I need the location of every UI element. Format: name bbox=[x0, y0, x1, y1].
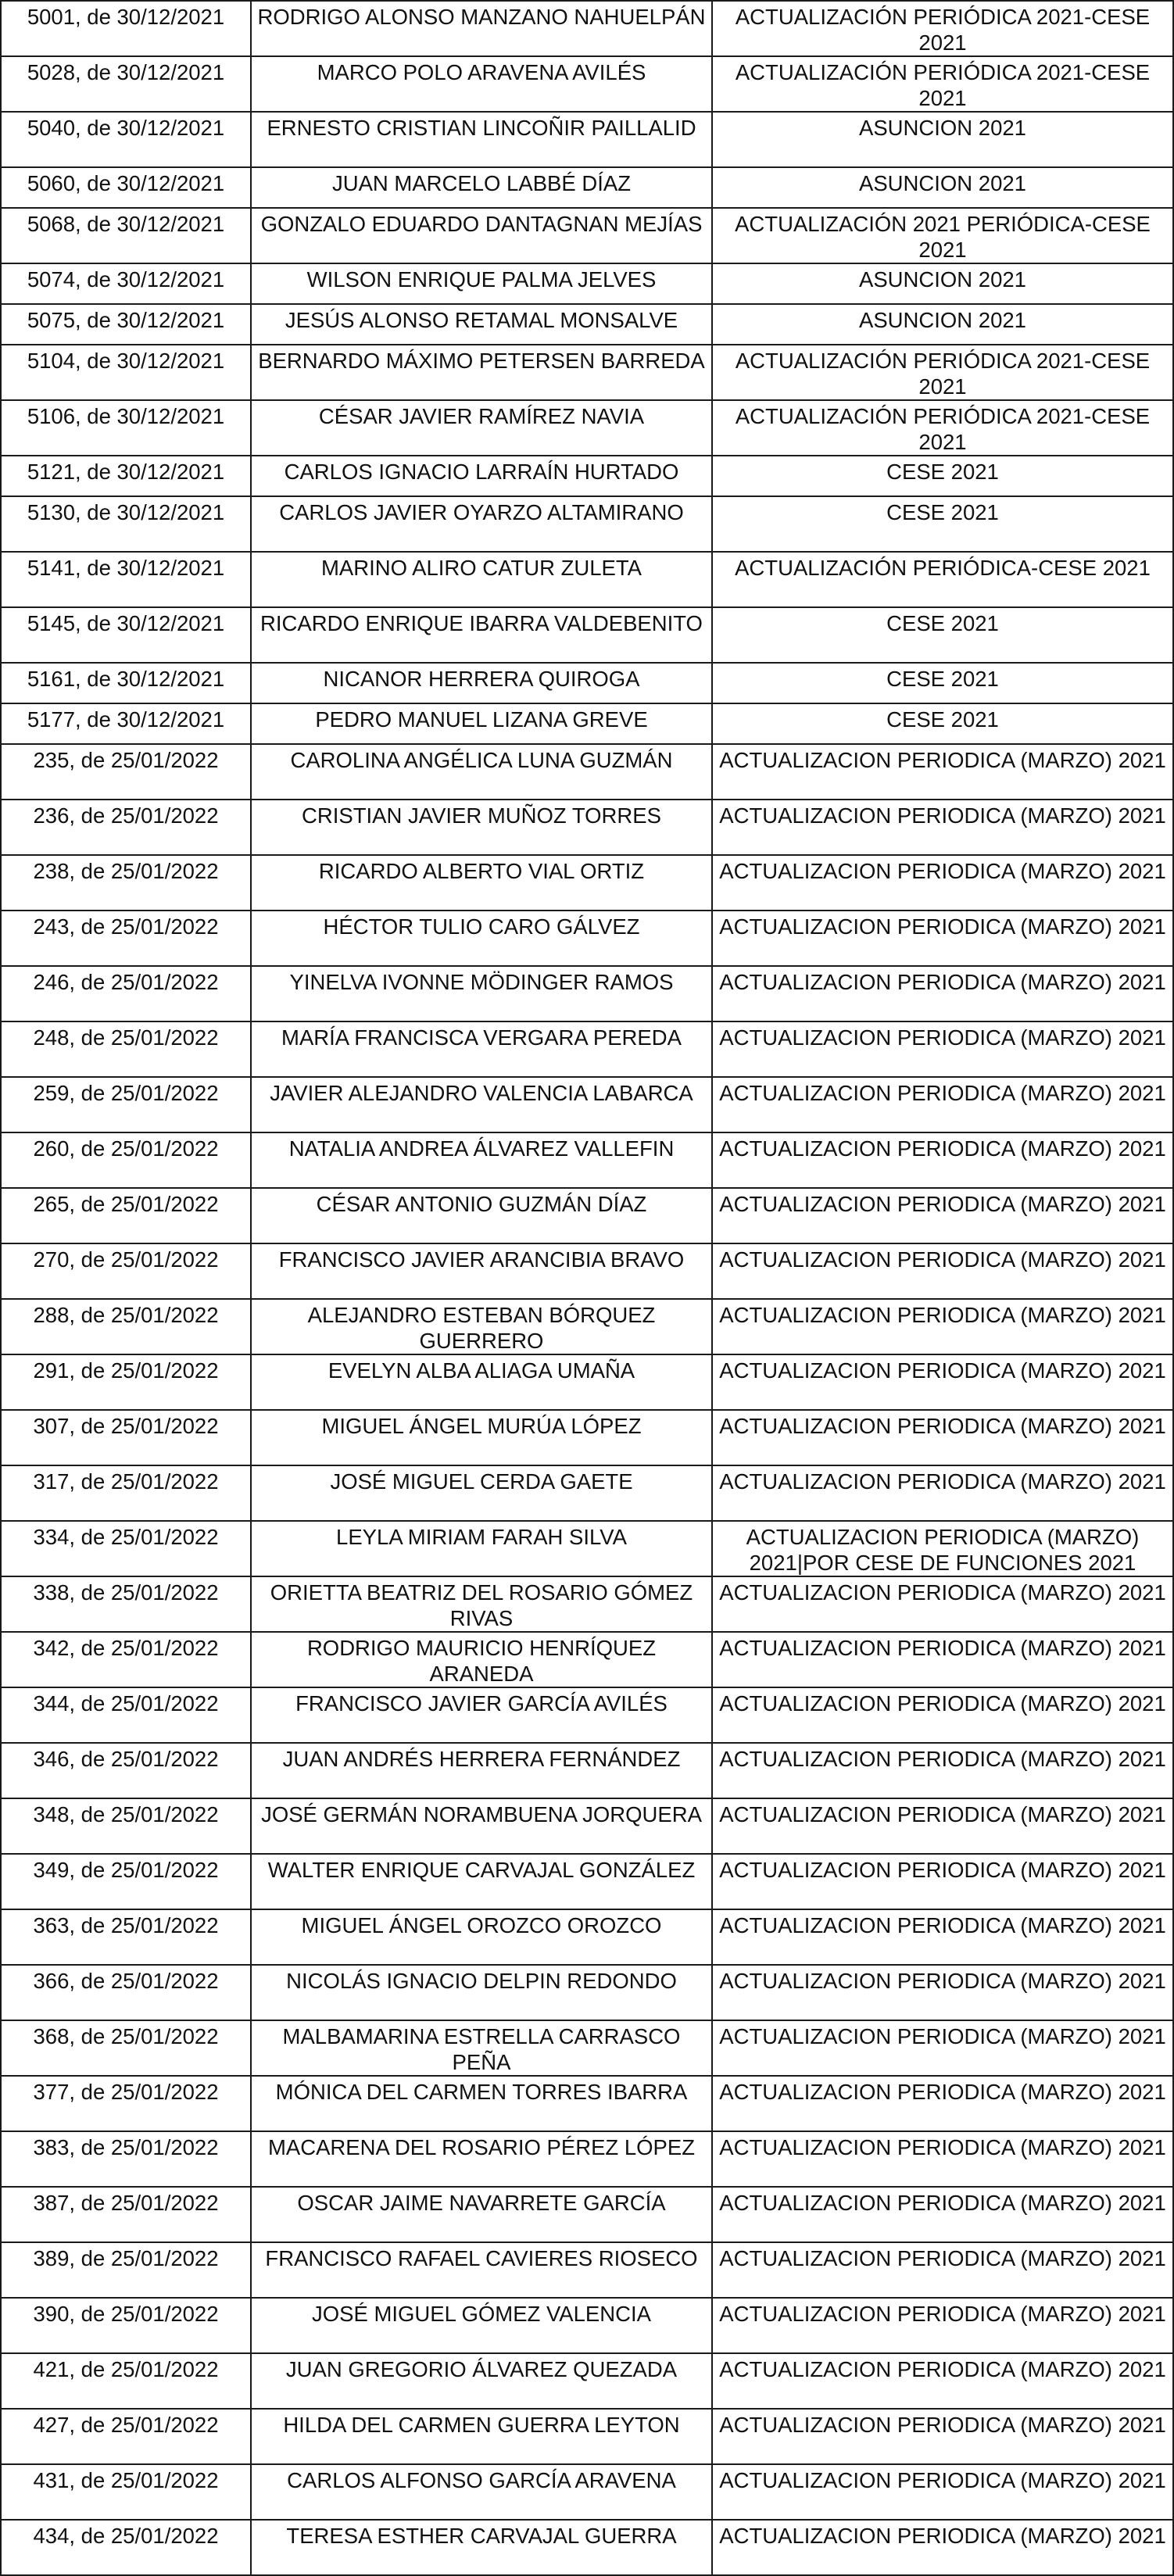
table-row bbox=[1, 1243, 1173, 1299]
declaration-type-cell: ACTUALIZACION PERIODICA (MARZO) 2021 bbox=[712, 1465, 1173, 1521]
name-cell: BERNARDO MÁXIMO PETERSEN BARREDA bbox=[251, 345, 712, 400]
name-cell: MARCO POLO ARAVENA AVILÉS bbox=[251, 56, 712, 112]
resolution-cell: 346, de 25/01/2022 bbox=[1, 1743, 251, 1798]
name-cell: JOSÉ MIGUEL CERDA GAETE bbox=[251, 1465, 712, 1521]
name-cell: RICARDO ALBERTO VIAL ORTIZ bbox=[251, 855, 712, 911]
table-row bbox=[1, 1909, 1173, 1965]
table-row bbox=[1, 400, 1173, 456]
declaration-type-cell: ACTUALIZACION PERIODICA (MARZO) 2021 bbox=[712, 2464, 1173, 2520]
resolution-cell: 5161, de 30/12/2021 bbox=[1, 663, 251, 703]
name-cell: MALBAMARINA ESTRELLA CARRASCO PEÑA bbox=[251, 2020, 712, 2076]
resolution-cell: 317, de 25/01/2022 bbox=[1, 1465, 251, 1521]
declaration-type-cell: ACTUALIZACION PERIODICA (MARZO) 2021 bbox=[712, 1743, 1173, 1798]
table-row bbox=[1, 1465, 1173, 1521]
declaration-type-cell: ACTUALIZACION PERIODICA (MARZO) 2021 bbox=[712, 2298, 1173, 2353]
table-row bbox=[1, 1687, 1173, 1743]
declaration-type-cell: CESE 2021 bbox=[712, 456, 1173, 496]
resolution-cell: 338, de 25/01/2022 bbox=[1, 1576, 251, 1632]
table-row bbox=[1, 2187, 1173, 2242]
name-cell: JAVIER ALEJANDRO VALENCIA LABARCA bbox=[251, 1077, 712, 1132]
declaration-type-cell: ACTUALIZACION PERIODICA (MARZO) 2021 bbox=[712, 2353, 1173, 2409]
resolution-cell: 434, de 25/01/2022 bbox=[1, 2520, 251, 2575]
declaration-type-cell: ACTUALIZACION PERIODICA (MARZO) 2021 bbox=[712, 911, 1173, 966]
table-row bbox=[1, 1798, 1173, 1854]
resolution-cell: 5177, de 30/12/2021 bbox=[1, 703, 251, 744]
resolution-cell: 5130, de 30/12/2021 bbox=[1, 496, 251, 552]
declaration-type-cell: ACTUALIZACION PERIODICA (MARZO) 2021 bbox=[712, 2409, 1173, 2464]
table-row bbox=[1, 800, 1173, 855]
table-row bbox=[1, 2464, 1173, 2520]
resolution-cell: 421, de 25/01/2022 bbox=[1, 2353, 251, 2409]
table-row bbox=[1, 112, 1173, 167]
name-cell: ERNESTO CRISTIAN LINCOÑIR PAILLALID bbox=[251, 112, 712, 167]
table-row bbox=[1, 1299, 1173, 1354]
name-cell: FRANCISCO RAFAEL CAVIERES RIOSECO bbox=[251, 2242, 712, 2298]
name-cell: JOSÉ MIGUEL GÓMEZ VALENCIA bbox=[251, 2298, 712, 2353]
table-row bbox=[1, 2020, 1173, 2076]
name-cell: TERESA ESTHER CARVAJAL GUERRA bbox=[251, 2520, 712, 2575]
resolution-cell: 344, de 25/01/2022 bbox=[1, 1687, 251, 1743]
declaration-type-cell: ACTUALIZACION PERIODICA (MARZO) 2021 bbox=[712, 1854, 1173, 1909]
resolution-cell: 5145, de 30/12/2021 bbox=[1, 607, 251, 663]
name-cell: WALTER ENRIQUE CARVAJAL GONZÁLEZ bbox=[251, 1854, 712, 1909]
declaration-type-cell: ACTUALIZACION PERIODICA (MARZO) 2021 bbox=[712, 1299, 1173, 1354]
declaration-type-cell: ACTUALIZACION PERIODICA (MARZO) 2021|POR CESE DE FUNCIONES 2021 bbox=[712, 1521, 1173, 1576]
resolution-cell: 5075, de 30/12/2021 bbox=[1, 304, 251, 345]
name-cell: JUAN GREGORIO ÁLVAREZ QUEZADA bbox=[251, 2353, 712, 2409]
name-cell: NATALIA ANDREA ÁLVAREZ VALLEFIN bbox=[251, 1132, 712, 1188]
table-row bbox=[1, 663, 1173, 703]
declaration-type-cell: ACTUALIZACIÓN PERIÓDICA 2021-CESE 2021 bbox=[712, 1, 1173, 56]
name-cell: YINELVA IVONNE MÖDINGER RAMOS bbox=[251, 966, 712, 1021]
declaration-type-cell: ACTUALIZACION PERIODICA (MARZO) 2021 bbox=[712, 744, 1173, 800]
resolution-cell: 5060, de 30/12/2021 bbox=[1, 167, 251, 208]
resolution-cell: 259, de 25/01/2022 bbox=[1, 1077, 251, 1132]
resolution-cell: 383, de 25/01/2022 bbox=[1, 2131, 251, 2187]
resolution-cell: 389, de 25/01/2022 bbox=[1, 2242, 251, 2298]
resolution-cell: 5121, de 30/12/2021 bbox=[1, 456, 251, 496]
name-cell: CRISTIAN JAVIER MUÑOZ TORRES bbox=[251, 800, 712, 855]
resolution-cell: 377, de 25/01/2022 bbox=[1, 2076, 251, 2131]
declaration-type-cell: ACTUALIZACION PERIODICA (MARZO) 2021 bbox=[712, 966, 1173, 1021]
declaration-type-cell: ACTUALIZACION PERIODICA (MARZO) 2021 bbox=[712, 1909, 1173, 1965]
table-row bbox=[1, 2520, 1173, 2575]
name-cell: LEYLA MIRIAM FARAH SILVA bbox=[251, 1521, 712, 1576]
name-cell: RODRIGO ALONSO MANZANO NAHUELPÁN bbox=[251, 1, 712, 56]
table-row bbox=[1, 1743, 1173, 1798]
name-cell: MARINO ALIRO CATUR ZULETA bbox=[251, 552, 712, 607]
declaration-type-cell: ASUNCION 2021 bbox=[712, 263, 1173, 304]
declaration-type-cell: ACTUALIZACION PERIODICA (MARZO) 2021 bbox=[712, 2520, 1173, 2575]
name-cell: OSCAR JAIME NAVARRETE GARCÍA bbox=[251, 2187, 712, 2242]
table-row bbox=[1, 1965, 1173, 2020]
resolution-cell: 288, de 25/01/2022 bbox=[1, 1299, 251, 1354]
table-row bbox=[1, 2076, 1173, 2131]
resolution-cell: 334, de 25/01/2022 bbox=[1, 1521, 251, 1576]
declaration-type-cell: ACTUALIZACIÓN PERIÓDICA-CESE 2021 bbox=[712, 552, 1173, 607]
declaration-type-cell: ACTUALIZACION PERIODICA (MARZO) 2021 bbox=[712, 1354, 1173, 1410]
name-cell: HILDA DEL CARMEN GUERRA LEYTON bbox=[251, 2409, 712, 2464]
name-cell: MÓNICA DEL CARMEN TORRES IBARRA bbox=[251, 2076, 712, 2131]
declaration-type-cell: ACTUALIZACION PERIODICA (MARZO) 2021 bbox=[712, 1410, 1173, 1465]
resolution-cell: 243, de 25/01/2022 bbox=[1, 911, 251, 966]
resolution-cell: 248, de 25/01/2022 bbox=[1, 1021, 251, 1077]
resolution-cell: 5074, de 30/12/2021 bbox=[1, 263, 251, 304]
table-row bbox=[1, 1021, 1173, 1077]
name-cell: JESÚS ALONSO RETAMAL MONSALVE bbox=[251, 304, 712, 345]
resolution-cell: 265, de 25/01/2022 bbox=[1, 1188, 251, 1243]
declaration-type-cell: ACTUALIZACION PERIODICA (MARZO) 2021 bbox=[712, 2131, 1173, 2187]
name-cell: ORIETTA BEATRIZ DEL ROSARIO GÓMEZ RIVAS bbox=[251, 1576, 712, 1632]
resolution-cell: 270, de 25/01/2022 bbox=[1, 1243, 251, 1299]
table-row bbox=[1, 56, 1173, 112]
declaration-type-cell: ACTUALIZACION PERIODICA (MARZO) 2021 bbox=[712, 1077, 1173, 1132]
name-cell: NICOLÁS IGNACIO DELPIN REDONDO bbox=[251, 1965, 712, 2020]
declaration-type-cell: CESE 2021 bbox=[712, 663, 1173, 703]
declaration-type-cell: ACTUALIZACIÓN PERIÓDICA 2021-CESE 2021 bbox=[712, 400, 1173, 456]
table-row bbox=[1, 744, 1173, 800]
resolution-cell: 5028, de 30/12/2021 bbox=[1, 56, 251, 112]
name-cell: JUAN ANDRÉS HERRERA FERNÁNDEZ bbox=[251, 1743, 712, 1798]
table-row bbox=[1, 1576, 1173, 1632]
declaration-type-cell: ACTUALIZACION PERIODICA (MARZO) 2021 bbox=[712, 1576, 1173, 1632]
table-row bbox=[1, 2353, 1173, 2409]
declaration-type-cell: ASUNCION 2021 bbox=[712, 112, 1173, 167]
resolution-cell: 5104, de 30/12/2021 bbox=[1, 345, 251, 400]
table-row bbox=[1, 703, 1173, 744]
resolution-cell: 387, de 25/01/2022 bbox=[1, 2187, 251, 2242]
name-cell: RICARDO ENRIQUE IBARRA VALDEBENITO bbox=[251, 607, 712, 663]
name-cell: EVELYN ALBA ALIAGA UMAÑA bbox=[251, 1354, 712, 1410]
resolution-cell: 307, de 25/01/2022 bbox=[1, 1410, 251, 1465]
resolution-cell: 5106, de 30/12/2021 bbox=[1, 400, 251, 456]
declaration-type-cell: ACTUALIZACION PERIODICA (MARZO) 2021 bbox=[712, 1132, 1173, 1188]
resolution-cell: 390, de 25/01/2022 bbox=[1, 2298, 251, 2353]
resolution-cell: 5001, de 30/12/2021 bbox=[1, 1, 251, 56]
table-row bbox=[1, 2409, 1173, 2464]
name-cell: NICANOR HERRERA QUIROGA bbox=[251, 663, 712, 703]
table-row bbox=[1, 911, 1173, 966]
resolution-cell: 235, de 25/01/2022 bbox=[1, 744, 251, 800]
name-cell: MACARENA DEL ROSARIO PÉREZ LÓPEZ bbox=[251, 2131, 712, 2187]
resolution-cell: 238, de 25/01/2022 bbox=[1, 855, 251, 911]
table-row bbox=[1, 1354, 1173, 1410]
name-cell: JUAN MARCELO LABBÉ DÍAZ bbox=[251, 167, 712, 208]
declaration-type-cell: ACTUALIZACION PERIODICA (MARZO) 2021 bbox=[712, 1243, 1173, 1299]
declaration-type-cell: ACTUALIZACION PERIODICA (MARZO) 2021 bbox=[712, 1188, 1173, 1243]
declaration-type-cell: ACTUALIZACION PERIODICA (MARZO) 2021 bbox=[712, 1965, 1173, 2020]
resolution-cell: 342, de 25/01/2022 bbox=[1, 1632, 251, 1687]
table-row bbox=[1, 2242, 1173, 2298]
name-cell: FRANCISCO JAVIER GARCÍA AVILÉS bbox=[251, 1687, 712, 1743]
declaration-type-cell: ACTUALIZACION PERIODICA (MARZO) 2021 bbox=[712, 855, 1173, 911]
name-cell: MIGUEL ÁNGEL OROZCO OROZCO bbox=[251, 1909, 712, 1965]
resolution-cell: 363, de 25/01/2022 bbox=[1, 1909, 251, 1965]
name-cell: CARLOS JAVIER OYARZO ALTAMIRANO bbox=[251, 496, 712, 552]
name-cell: JOSÉ GERMÁN NORAMBUENA JORQUERA bbox=[251, 1798, 712, 1854]
declaration-type-cell: ACTUALIZACION PERIODICA (MARZO) 2021 bbox=[712, 2020, 1173, 2076]
table-row bbox=[1, 1132, 1173, 1188]
name-cell: FRANCISCO JAVIER ARANCIBIA BRAVO bbox=[251, 1243, 712, 1299]
name-cell: HÉCTOR TULIO CARO GÁLVEZ bbox=[251, 911, 712, 966]
declaration-type-cell: ACTUALIZACION PERIODICA (MARZO) 2021 bbox=[712, 1687, 1173, 1743]
resolution-cell: 246, de 25/01/2022 bbox=[1, 966, 251, 1021]
declaration-type-cell: ACTUALIZACION PERIODICA (MARZO) 2021 bbox=[712, 800, 1173, 855]
table-row bbox=[1, 1854, 1173, 1909]
resolution-cell: 349, de 25/01/2022 bbox=[1, 1854, 251, 1909]
resolution-cell: 431, de 25/01/2022 bbox=[1, 2464, 251, 2520]
table-body bbox=[1, 1, 1173, 2575]
resolution-cell: 5040, de 30/12/2021 bbox=[1, 112, 251, 167]
table-row bbox=[1, 1188, 1173, 1243]
name-cell: PEDRO MANUEL LIZANA GREVE bbox=[251, 703, 712, 744]
table-row bbox=[1, 2298, 1173, 2353]
declaration-type-cell: CESE 2021 bbox=[712, 703, 1173, 744]
table-row bbox=[1, 1077, 1173, 1132]
declaration-type-cell: ACTUALIZACION PERIODICA (MARZO) 2021 bbox=[712, 1798, 1173, 1854]
declaration-type-cell: ACTUALIZACIÓN PERIÓDICA 2021-CESE 2021 bbox=[712, 345, 1173, 400]
declaration-type-cell: ASUNCION 2021 bbox=[712, 304, 1173, 345]
resolution-cell: 5068, de 30/12/2021 bbox=[1, 208, 251, 263]
name-cell: CARLOS ALFONSO GARCÍA ARAVENA bbox=[251, 2464, 712, 2520]
resolution-cell: 366, de 25/01/2022 bbox=[1, 1965, 251, 2020]
declaration-type-cell: ASUNCION 2021 bbox=[712, 167, 1173, 208]
resolution-cell: 348, de 25/01/2022 bbox=[1, 1798, 251, 1854]
table-row bbox=[1, 1, 1173, 56]
resolution-cell: 260, de 25/01/2022 bbox=[1, 1132, 251, 1188]
resolution-cell: 368, de 25/01/2022 bbox=[1, 2020, 251, 2076]
name-cell: WILSON ENRIQUE PALMA JELVES bbox=[251, 263, 712, 304]
declaration-type-cell: ACTUALIZACION PERIODICA (MARZO) 2021 bbox=[712, 2187, 1173, 2242]
resolution-cell: 291, de 25/01/2022 bbox=[1, 1354, 251, 1410]
name-cell: MARÍA FRANCISCA VERGARA PEREDA bbox=[251, 1021, 712, 1077]
declaration-type-cell: ACTUALIZACION PERIODICA (MARZO) 2021 bbox=[712, 1021, 1173, 1077]
declaration-type-cell: ACTUALIZACION PERIODICA (MARZO) 2021 bbox=[712, 2076, 1173, 2131]
table-row bbox=[1, 304, 1173, 345]
resolution-cell: 236, de 25/01/2022 bbox=[1, 800, 251, 855]
table-row bbox=[1, 263, 1173, 304]
table-row bbox=[1, 1521, 1173, 1576]
table-row bbox=[1, 855, 1173, 911]
name-cell: CARLOS IGNACIO LARRAÍN HURTADO bbox=[251, 456, 712, 496]
declaration-type-cell: ACTUALIZACION PERIODICA (MARZO) 2021 bbox=[712, 1632, 1173, 1687]
name-cell: CÉSAR ANTONIO GUZMÁN DÍAZ bbox=[251, 1188, 712, 1243]
name-cell: GONZALO EDUARDO DANTAGNAN MEJÍAS bbox=[251, 208, 712, 263]
table-row bbox=[1, 1410, 1173, 1465]
table-row bbox=[1, 345, 1173, 400]
name-cell: CÉSAR JAVIER RAMÍREZ NAVIA bbox=[251, 400, 712, 456]
table-row bbox=[1, 208, 1173, 263]
table-row bbox=[1, 607, 1173, 663]
declaration-type-cell: ACTUALIZACION PERIODICA (MARZO) 2021 bbox=[712, 2242, 1173, 2298]
table-row bbox=[1, 552, 1173, 607]
resolution-cell: 5141, de 30/12/2021 bbox=[1, 552, 251, 607]
name-cell: CAROLINA ANGÉLICA LUNA GUZMÁN bbox=[251, 744, 712, 800]
table-row bbox=[1, 167, 1173, 208]
table-row bbox=[1, 2131, 1173, 2187]
table-row bbox=[1, 496, 1173, 552]
name-cell: RODRIGO MAURICIO HENRÍQUEZ ARANEDA bbox=[251, 1632, 712, 1687]
table-row bbox=[1, 966, 1173, 1021]
declaration-type-cell: CESE 2021 bbox=[712, 607, 1173, 663]
declaration-type-cell: ACTUALIZACIÓN PERIÓDICA 2021-CESE 2021 bbox=[712, 56, 1173, 112]
name-cell: MIGUEL ÁNGEL MURÚA LÓPEZ bbox=[251, 1410, 712, 1465]
resolution-cell: 427, de 25/01/2022 bbox=[1, 2409, 251, 2464]
table-row bbox=[1, 1632, 1173, 1687]
declaration-type-cell: CESE 2021 bbox=[712, 496, 1173, 552]
declaration-type-cell: ACTUALIZACIÓN 2021 PERIÓDICA-CESE 2021 bbox=[712, 208, 1173, 263]
name-cell: ALEJANDRO ESTEBAN BÓRQUEZ GUERRERO bbox=[251, 1299, 712, 1354]
table-row bbox=[1, 456, 1173, 496]
